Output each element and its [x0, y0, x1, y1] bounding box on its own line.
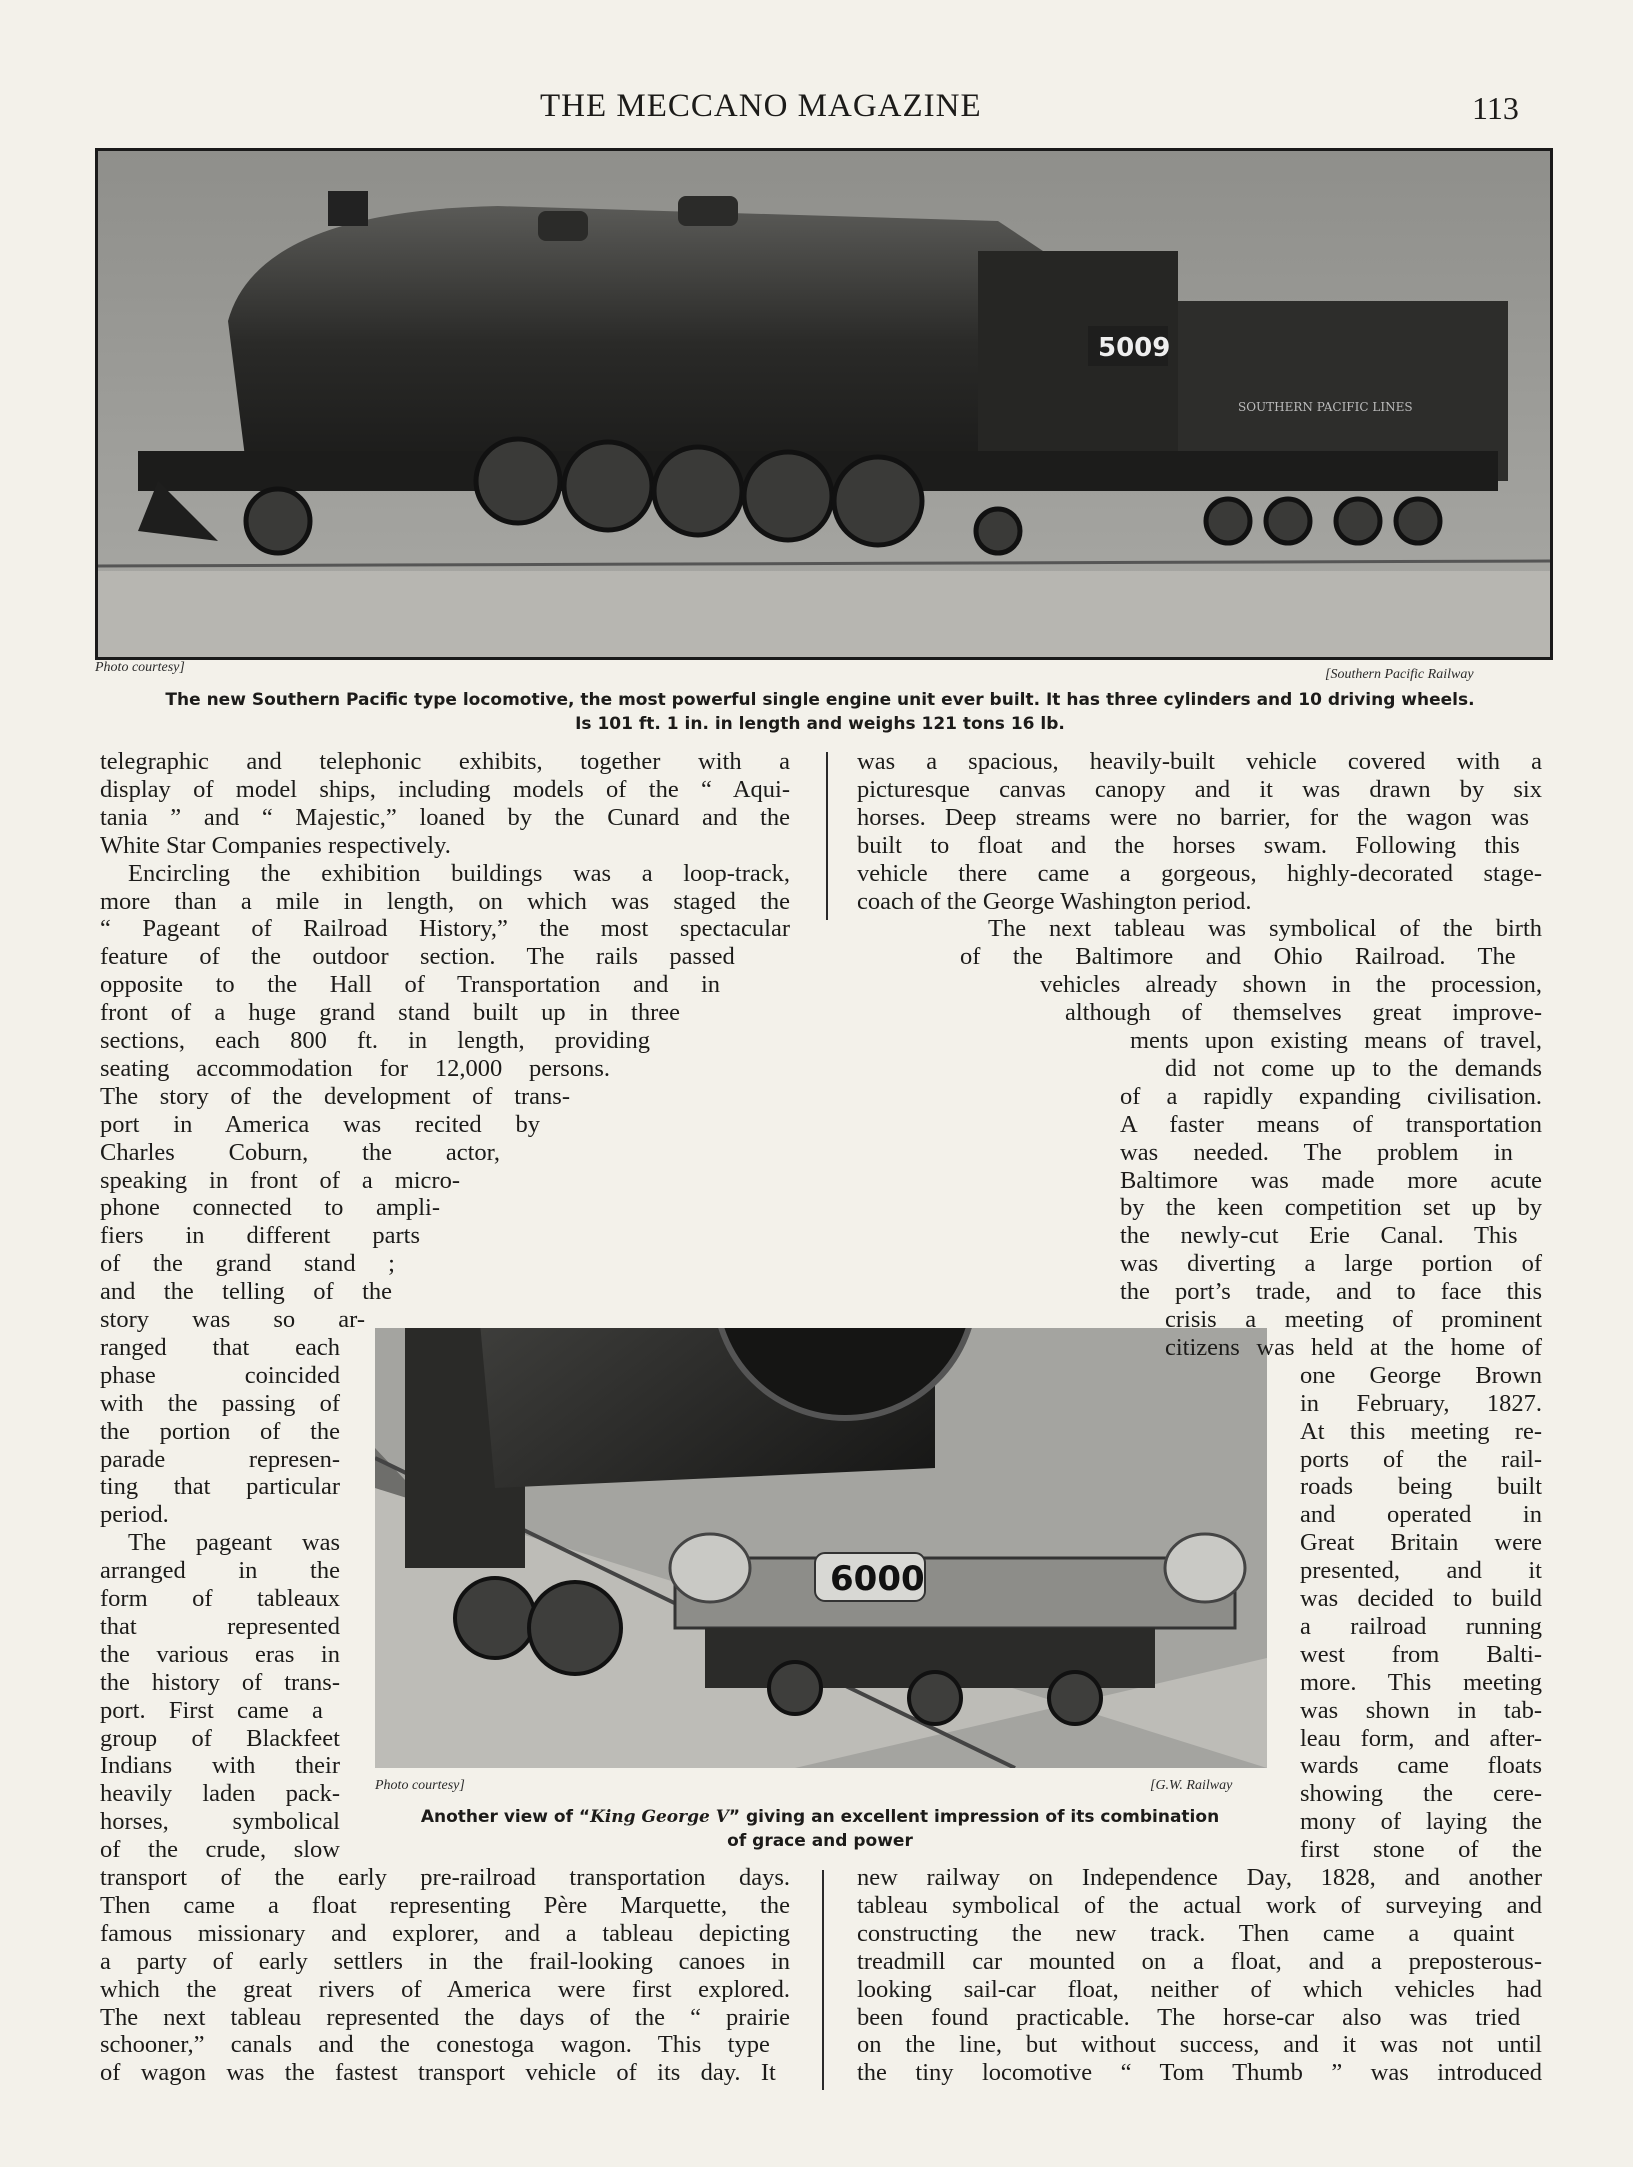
- left-line: the history of trans-: [100, 1668, 340, 1696]
- right-line: wards came floats: [1300, 1752, 1542, 1780]
- left-line: feature of the outdoor section. The rails passed: [100, 943, 735, 971]
- column-rule-top: [826, 752, 828, 920]
- left-line: form of tableaux: [100, 1585, 340, 1612]
- left-line: speaking in front of a micro-: [100, 1166, 460, 1194]
- left-line: with the passing of: [100, 1389, 340, 1417]
- right-line: and operated in: [1300, 1501, 1542, 1529]
- tender-lettering: SOUTHERN PACIFIC LINES: [1238, 400, 1413, 414]
- right-line: was a spacious, heavily-built vehicle covered with a: [857, 748, 1542, 775]
- left-line: front of a huge grand stand built up in three: [100, 999, 680, 1027]
- right-line: ments upon existing means of travel,: [1130, 1027, 1542, 1054]
- right-line: built to float and the horses swam. Following this: [857, 831, 1520, 859]
- left-line: The pageant was: [128, 1529, 340, 1557]
- right-line: the tiny locomotive “ Tom Thumb ” was introduced: [857, 2059, 1542, 2087]
- left-line: Indians with their: [100, 1752, 340, 1780]
- right-line: one George Brown: [1300, 1361, 1542, 1389]
- left-line: more than a mile in length, on which was staged the: [100, 887, 790, 915]
- right-line: crisis a meeting of prominent: [1165, 1306, 1542, 1333]
- left-line: of the grand stand ;: [100, 1250, 395, 1278]
- left-line: Encircling the exhibition buildings was a loop-track,: [128, 859, 790, 887]
- right-line: the newly-cut Erie Canal. This: [1120, 1222, 1518, 1250]
- engine-number-5009: 5009: [1098, 333, 1171, 363]
- photo1-caption-line1: The new Southern Pacific type locomotive, the most powerful single engine unit ever built. It has three cylinders and 10 driving wheels.: [165, 690, 1475, 710]
- right-line: was needed. The problem in: [1120, 1138, 1513, 1166]
- right-line: did not come up to the demands: [1165, 1054, 1542, 1082]
- right-line: looking sail-car float, neither of which vehicles had: [857, 1975, 1542, 2003]
- photo2-caption-line2: of grace and power: [727, 1831, 913, 1851]
- left-line: heavily laden pack-: [100, 1780, 340, 1808]
- right-line: was decided to build: [1300, 1585, 1542, 1612]
- left-line: White Star Companies respectively.: [100, 831, 451, 859]
- king-george-v-locomotive-photo: [375, 1328, 1267, 1768]
- right-line: The next tableau was symbolical of the birth: [988, 915, 1542, 943]
- right-line: roads being built: [1300, 1473, 1542, 1501]
- right-line: At this meeting re-: [1300, 1417, 1542, 1445]
- right-line: west from Balti-: [1300, 1640, 1542, 1668]
- right-line: Baltimore was made more acute: [1120, 1166, 1542, 1194]
- left-line: transport of the early pre-railroad transportation days.: [100, 1864, 790, 1891]
- photo2-credit-right: [G.W. Railway: [1150, 1778, 1233, 1793]
- right-line: although of themselves great improve-: [1065, 999, 1542, 1027]
- photo2-caption-a: Another view of “: [420, 1807, 591, 1827]
- left-line: which the great rivers of America were first explored.: [100, 1975, 790, 2003]
- left-line: phone connected to ampli-: [100, 1194, 440, 1222]
- left-line: famous missionary and explorer, and a tableau depicting: [100, 1919, 790, 1947]
- right-line: picturesque canvas canopy and it was drawn by six: [857, 775, 1542, 803]
- right-line: tableau symbolical of the actual work of surveying and: [857, 1891, 1542, 1919]
- left-line: telegraphic and telephonic exhibits, together with a: [100, 748, 790, 775]
- photo2-caption-italic: King George V: [590, 1807, 729, 1827]
- right-line: showing the cere-: [1300, 1780, 1542, 1808]
- right-line: been found practicable. The horse-car also was tried: [857, 2003, 1521, 2031]
- left-line: phase coincided: [100, 1361, 340, 1389]
- right-line: leau form, and after-: [1300, 1724, 1542, 1752]
- photo1-credit-left: Photo courtesy]: [95, 660, 185, 675]
- left-line: ting that particular: [100, 1473, 340, 1501]
- right-line: on the line, but without success, and it was not until: [857, 2031, 1542, 2059]
- left-line: display of model ships, including models of the “ Aqui-: [100, 775, 790, 803]
- left-line: seating accommodation for 12,000 persons.: [100, 1054, 610, 1082]
- right-line: A faster means of transportation: [1120, 1110, 1542, 1138]
- left-line: opposite to the Hall of Transportation and in: [100, 971, 720, 999]
- right-line: more. This meeting: [1300, 1668, 1542, 1696]
- photo1-caption-line2: Is 101 ft. 1 in. in length and weighs 121 tons 16 lb.: [575, 714, 1065, 734]
- left-line: group of Blackfeet: [100, 1724, 340, 1752]
- page-header-title: THE MECCANO MAGAZINE: [540, 88, 982, 124]
- right-line: citizens was held at the home of: [1165, 1333, 1542, 1361]
- right-line: constructing the new track. Then came a quaint: [857, 1919, 1515, 1947]
- right-line: first stone of the: [1300, 1836, 1542, 1864]
- left-line: port. First came a: [100, 1696, 323, 1724]
- right-line: Great Britain were: [1300, 1529, 1542, 1557]
- left-line: The next tableau represented the days of the “ prairie: [100, 2003, 790, 2031]
- left-line: arranged in the: [100, 1557, 340, 1585]
- right-line: presented, and it: [1300, 1557, 1542, 1585]
- left-line: port in America was recited by: [100, 1110, 540, 1138]
- left-line: Charles Coburn, the actor,: [100, 1138, 500, 1166]
- left-line: the portion of the: [100, 1417, 340, 1445]
- left-line: tania ” and “ Majestic,” loaned by the Cunard and the: [100, 803, 790, 831]
- right-line: was diverting a large portion of: [1120, 1250, 1542, 1278]
- right-line: of the Baltimore and Ohio Railroad. The: [960, 943, 1516, 971]
- right-line: the port’s trade, and to face this: [1120, 1278, 1542, 1306]
- right-line: of a rapidly expanding civilisation.: [1120, 1082, 1542, 1110]
- left-line: a party of early settlers in the frail-looking canoes in: [100, 1947, 790, 1975]
- left-line: The story of the development of trans-: [100, 1082, 570, 1110]
- engine-number-6000: 6000: [830, 1559, 925, 1599]
- left-line: horses, symbolical: [100, 1808, 340, 1836]
- right-line: treadmill car mounted on a float, and a preposterous-: [857, 1947, 1542, 1975]
- southern-pacific-locomotive-photo: [95, 148, 1553, 660]
- left-line: story was so ar-: [100, 1306, 365, 1333]
- right-line: new railway on Independence Day, 1828, and another: [857, 1864, 1542, 1891]
- left-line: that represented: [100, 1612, 340, 1640]
- right-line: in February, 1827.: [1300, 1389, 1542, 1417]
- right-line: was shown in tab-: [1300, 1696, 1542, 1724]
- left-line: fiers in different parts: [100, 1222, 420, 1250]
- right-line: vehicles already shown in the procession,: [1040, 971, 1542, 999]
- left-line: and the telling of the: [100, 1278, 392, 1306]
- right-line: a railroad running: [1300, 1612, 1542, 1640]
- left-line: the various eras in: [100, 1640, 340, 1668]
- left-line: ranged that each: [100, 1333, 340, 1361]
- right-line: coach of the George Washington period.: [857, 887, 1252, 915]
- page-number: 113: [1472, 90, 1519, 126]
- photo2-caption: [370, 1805, 1270, 1853]
- photo1-credit-right: [Southern Pacific Railway: [1325, 667, 1474, 682]
- column-rule-bottom: [822, 1870, 824, 2090]
- left-line: period.: [100, 1501, 169, 1529]
- left-line: Then came a float representing Père Marquette, the: [100, 1891, 790, 1919]
- left-line: sections, each 800 ft. in length, providing: [100, 1027, 650, 1054]
- left-line: of wagon was the fastest transport vehicle of its day. It: [100, 2059, 776, 2087]
- left-line: “ Pageant of Railroad History,” the most spectacular: [100, 915, 790, 943]
- left-line: of the crude, slow: [100, 1836, 340, 1864]
- photo2-caption-b: ” giving an excellent impression of its combination: [728, 1807, 1220, 1827]
- right-line: mony of laying the: [1300, 1808, 1542, 1836]
- right-line: ports of the rail-: [1300, 1445, 1542, 1473]
- right-line: horses. Deep streams were no barrier, for the wagon was: [857, 803, 1529, 831]
- right-line: vehicle there came a gorgeous, highly-decorated stage-: [857, 859, 1542, 887]
- left-line: parade represen-: [100, 1445, 340, 1473]
- right-line: by the keen competition set up by: [1120, 1194, 1542, 1222]
- photo2-credit-left: Photo courtesy]: [375, 1778, 465, 1793]
- left-line: schooner,” canals and the conestoga wagon. This type: [100, 2031, 770, 2059]
